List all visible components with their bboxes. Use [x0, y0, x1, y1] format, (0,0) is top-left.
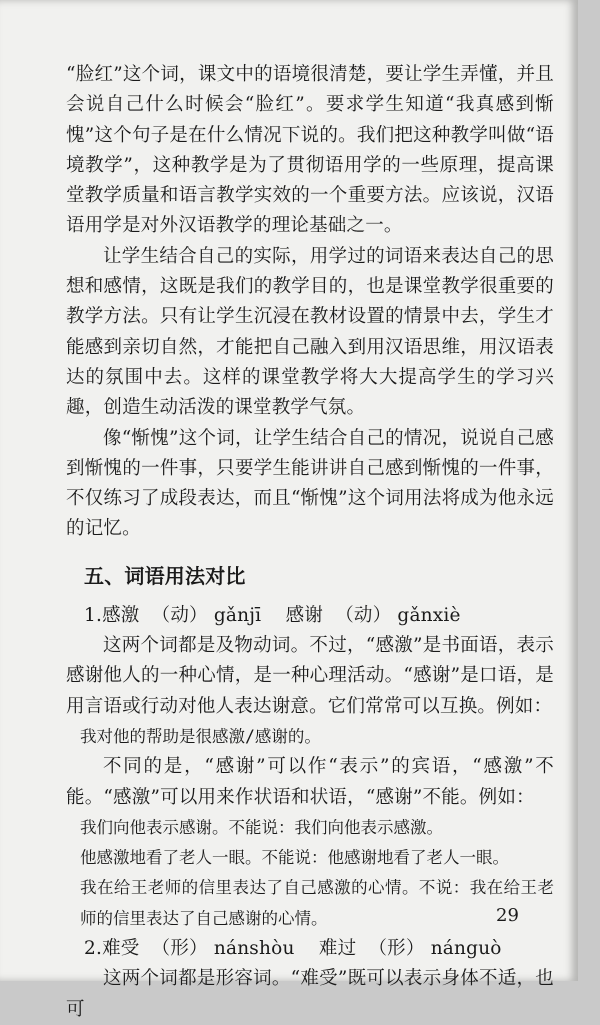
example-sentence: 我们向他表示感谢。不能说：我们向他表示感激。: [80, 817, 443, 837]
term-number: 1.: [84, 604, 103, 626]
term-1-contrast: 不同的是，“感谢”可以作“表示”的宾语，“感激”不能。“感激”可以用来作状语和状语，“感谢”不能。例如：: [66, 756, 554, 808]
paragraph-context-teaching: “脸红”这个词，课文中的语境很清楚，要让学生弄懂，并且会说自己什么时候会“脸红”。要求学生知道“我真感到惭愧”这个句子是在什么情况下说的。我们把这种教学叫做“语境教学”，这种教学是为了贯彻语用学的一些原理，提高课堂教学质量和语言教学实效的一个重要方法。应该说，汉语语用学是对外汉语教学的理论基础之一。: [66, 64, 554, 237]
paragraph-student-expression: 让学生结合自己的实际，用学过的词语来表达自己的思想和感情，这既是我们的教学目的，也是课堂教学很重要的教学方法。只有让学生沉浸在教材设置的情景中去，学生才能感到亲切自然，才能把自己融入到用汉语思维，用汉语表达的氛围中去。这样的课堂教学将大大提高学生的学习兴趣，创造生动活泼的课堂教学气氛。: [66, 245, 554, 419]
term-line-2: [66, 934, 554, 964]
term-word-a: 难受: [102, 938, 140, 960]
term-word-a: 感激: [102, 604, 140, 626]
example-sentence: 我在给王老师的信里表达了自己感激的心情。不说：我在给王老师的信里表达了自己感谢的心情。: [80, 878, 554, 928]
page-body: [66, 60, 554, 1025]
term-pinyin-a: gǎnjī: [213, 604, 262, 626]
term-pinyin-a: nánshòu: [213, 938, 295, 960]
term-pinyin-b: nánguò: [430, 938, 502, 960]
term-pinyin-b: gǎnxiè: [397, 604, 461, 626]
section-heading: 五、词语用法对比: [84, 563, 246, 588]
term-word-b: 难过: [318, 938, 357, 960]
term-pos-a: （动）: [151, 604, 208, 626]
term-pos-a: （形）: [151, 938, 208, 960]
term-number: 2.: [84, 938, 103, 960]
term-pos-b: （动）: [335, 604, 392, 626]
example-sentence: 他感激地看了老人一眼。不能说：他感谢地看了老人一眼。: [80, 848, 509, 868]
term-word-b: 感谢: [285, 604, 324, 626]
term-2-description: 这两个词都是形容词。“难受”既可以表示身体不适，也可: [66, 968, 554, 1020]
paragraph-cankui-example: 像“惭愧”这个词，让学生结合自己的情况，说说自己感到惭愧的一件事，只要学生能讲讲自己感到惭愧的一件事，不仅练习了成段表达，而且“惭愧”这个词用法将成为他永远的记忆。: [66, 427, 554, 540]
term-1-description: 这两个词都是及物动词。不过，“感激”是书面语，表示感谢他人的一种心情，是一种心理活动。“感谢”是口语，是用言语或行动对他人表达谢意。它们常常可以互换。例如：: [66, 635, 554, 717]
example-sentence: 我对他的帮助是很感激/感谢的。: [80, 726, 321, 746]
page-number: 29: [496, 905, 519, 926]
term-line-1: [66, 601, 554, 631]
term-pos-b: （形）: [368, 938, 425, 960]
